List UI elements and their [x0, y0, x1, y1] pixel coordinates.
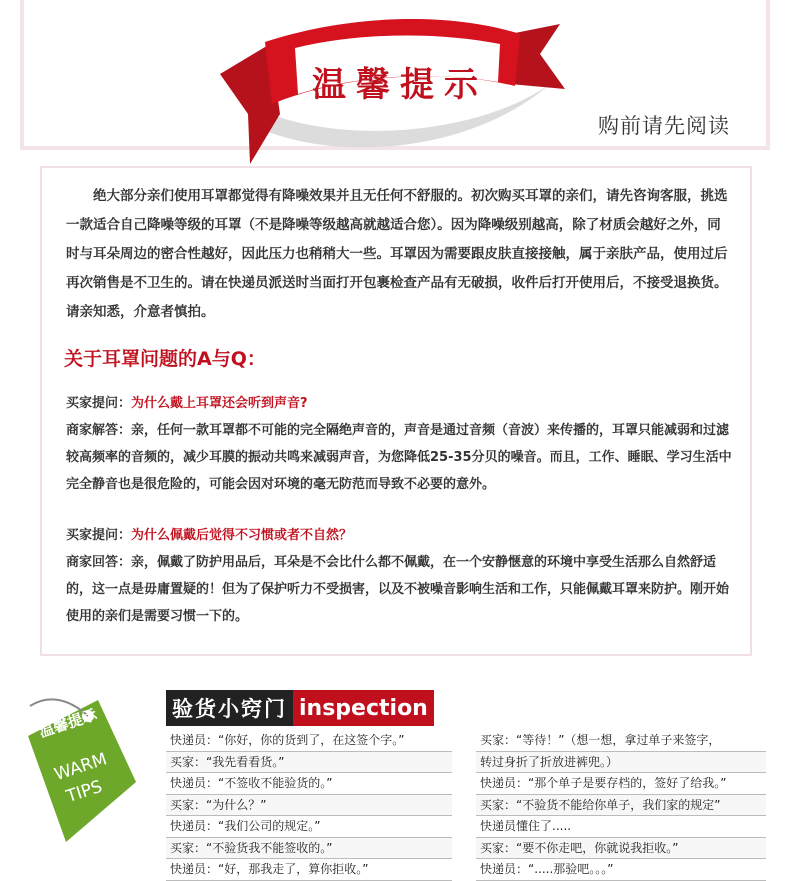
dialog-line: 买家：“我先看看货。”: [166, 752, 452, 774]
answer-label: 商家解答：: [66, 423, 132, 438]
intro-paragraph: 绝大部分亲们使用耳罩都觉得有降噪效果并且无任何不舒服的。初次购买耳罩的亲们，请先咨询客服，挑选一款适合自己降噪等级的耳罩（不是降噪等级越高就越适合您）。因为降噪级别越高，除了材质会越好之外，同时与耳朵周边的密合性越好，因此压力也稍稍大一些。耳罩因为需要跟皮肤直接接触，属于亲肤产品，使用过后再次销售是不卫生的。请在快递员派送时当面打开包裹检查产品有无破损，收件后打开使用后，不接受退换货。请亲知悉，介意者慎拍。: [66, 188, 728, 320]
answer-line: [66, 549, 734, 630]
question-label: 买家提问：: [66, 528, 132, 543]
dialog-line: 转过身折了折放进裤兜。）: [476, 752, 766, 774]
dialog-line: 买家：“不验货我不能签收的。”: [166, 838, 452, 860]
qa-item-1: [66, 390, 734, 498]
inspection-title: [166, 690, 434, 726]
dialog-line: 买家：“要不你走吧，你就说我拒收。”: [476, 838, 766, 860]
question-text: 为什么戴上耳罩还会听到声音?: [131, 396, 308, 411]
warm-tips-tag: [26, 696, 138, 846]
tag-text-cn: 温馨提示: [36, 705, 100, 742]
dialog-line: 快递员懂住了.....: [476, 816, 766, 838]
banner-title: 温馨提示: [312, 64, 488, 105]
answer-text: 亲，任何一款耳罩都不可能的完全隔绝声音的，声音是通过音频（音波）来传播的，耳罩只能减弱和过滤较高频率的音频的，减少耳膜的振动共鸣来减弱声音，为您降低25-35分贝的噪音。而且，工作、睡眠、学习生活中完全静音也是很危险的，可能会因对环境的毫无防范而导致不必要的意外。: [66, 423, 732, 492]
qa-item-2: [66, 522, 734, 630]
dialog-line: 买家：“等待！”（想一想，拿过单子来签字，: [476, 730, 766, 752]
question-text: 为什么佩戴后觉得不习惯或者不自然？: [131, 528, 353, 543]
dialog-line: 快递员：“.....那验吧。。。”: [476, 859, 766, 881]
dialog-line: 买家：“不验货不能给你单子，我们家的规定”: [476, 795, 766, 817]
inspection-title-en: inspection: [293, 690, 434, 726]
dialog-line: 快递员：“我们公司的规定。”: [166, 816, 452, 838]
dialog-line: 买家：“为什么？”: [166, 795, 452, 817]
dialog-line: 快递员：“那个单子是要存档的，签好了给我。”: [476, 773, 766, 795]
notice-box: [40, 166, 752, 656]
answer-label: 商家回答：: [66, 555, 132, 570]
dialog-line: 快递员：“你好，你的货到了，在这签个字。”: [166, 730, 452, 752]
inspection-title-cn: 验货小窍门: [166, 690, 293, 726]
qa-heading: 关于耳罩问题的A与Q：: [64, 348, 266, 370]
question-line: [66, 390, 734, 417]
dialog-line: 快递员：“好，那我走了，算你拒收。”: [166, 859, 452, 881]
subtitle: 购前请先阅读: [598, 114, 730, 138]
ribbon-banner: [210, 14, 570, 164]
question-label: 买家提问：: [66, 396, 132, 411]
dialog-column-left: [166, 730, 452, 881]
answer-line: [66, 417, 734, 498]
tag-text-tips: TIPS: [64, 776, 105, 808]
question-line: [66, 522, 734, 549]
answer-text: 亲，佩戴了防护用品后，耳朵是不会比什么都不佩戴，在一个安静惬意的环境中享受生活那么自然舒适的，这一点是毋庸置疑的！但为了保护听力不受损害，以及不被噪音影响生活和工作，只能佩戴耳罩来防护。刚开始使用的亲们是需要习惯一下的。: [66, 555, 730, 624]
dialog-column-right: [476, 730, 766, 881]
dialog-line: 快递员：“不签收不能验货的。”: [166, 773, 452, 795]
tag-text-warm: WARM: [52, 749, 110, 786]
